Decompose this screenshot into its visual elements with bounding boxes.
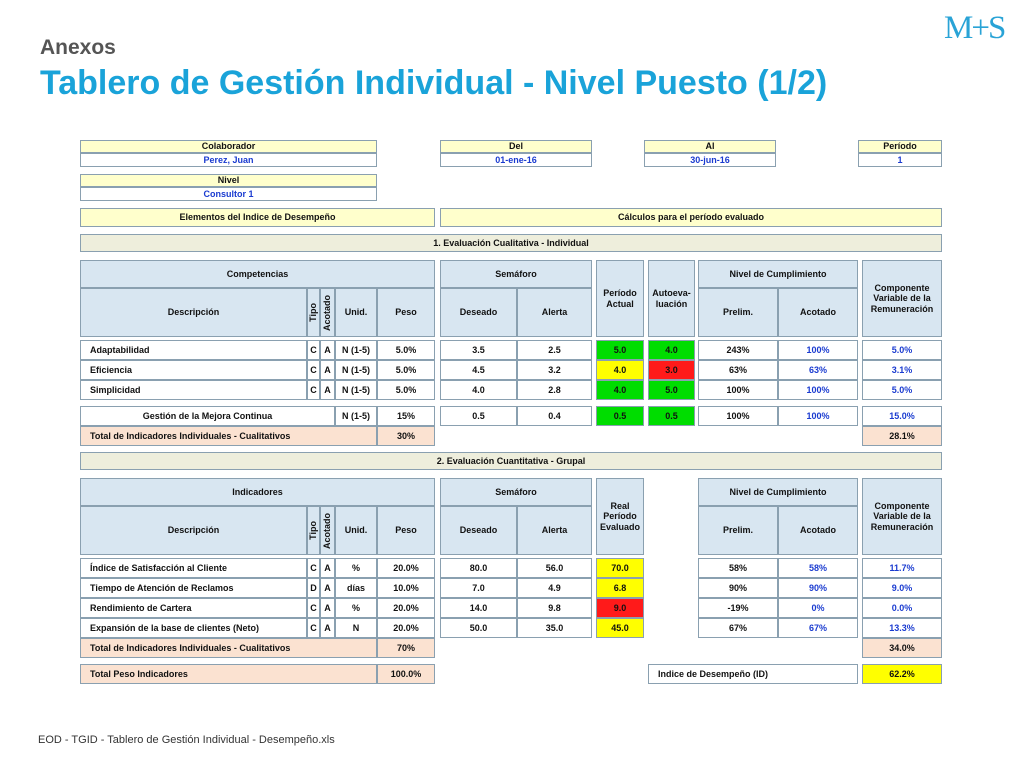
mejora-unid: N (1-5) bbox=[335, 406, 377, 426]
cuant-acotado-header: Acotado bbox=[778, 506, 858, 555]
total-peso-label: Total Peso Indicadores bbox=[80, 664, 377, 684]
cuant-acotado-vertical-header bbox=[320, 506, 335, 555]
page-title: Tablero de Gestión Individual - Nivel Puesto (1/2) bbox=[40, 64, 828, 102]
cuant-row-3-descripcion: Expansión de la base de clientes (Neto) bbox=[80, 618, 307, 638]
nivel-cumplimiento-header: Nivel de Cumplimiento bbox=[698, 260, 858, 288]
cual-row-0-componente: 5.0% bbox=[862, 340, 942, 360]
cuant-row-0-deseado: 80.0 bbox=[440, 558, 517, 578]
mejora-autoevaluacion: 0.5 bbox=[648, 406, 695, 426]
cuant-row-3-prelim: 67% bbox=[698, 618, 778, 638]
competencias-header: Competencias bbox=[80, 260, 435, 288]
cual-prelim-header: Prelim. bbox=[698, 288, 778, 337]
cuant-row-0-acotado: 58% bbox=[778, 558, 858, 578]
total-cuantitativos-label: Total de Indicadores Individuales - Cualitativos bbox=[80, 638, 377, 658]
cuant-row-1-real: 6.8 bbox=[596, 578, 644, 598]
cuant-row-3-tipo: C bbox=[307, 618, 320, 638]
indicadores-header: Indicadores bbox=[80, 478, 435, 506]
cual-row-2-unid: N (1-5) bbox=[335, 380, 377, 400]
cual-row-0-unid: N (1-5) bbox=[335, 340, 377, 360]
nivel-value: Consultor 1 bbox=[80, 187, 377, 201]
cual-descripcion-header: Descripción bbox=[80, 288, 307, 337]
cuant-row-3-componente: 13.3% bbox=[862, 618, 942, 638]
cuant-row-2-componente: 0.0% bbox=[862, 598, 942, 618]
brand-logo: M+S bbox=[944, 10, 1005, 46]
cual-row-1-deseado: 4.5 bbox=[440, 360, 517, 380]
cuant-row-1-unid: días bbox=[335, 578, 377, 598]
cuant-row-0-unid: % bbox=[335, 558, 377, 578]
cuant-row-1-alerta: 4.9 bbox=[517, 578, 592, 598]
del-label: Del bbox=[440, 140, 592, 153]
mejora-descripcion: Gestión de la Mejora Continua bbox=[80, 406, 335, 426]
cuant-row-3-acotado-flag: A bbox=[320, 618, 335, 638]
cual-tipo-header bbox=[307, 288, 320, 337]
cual-acotado-vertical-header-text: Acotado bbox=[322, 294, 333, 331]
cuant-row-1-prelim: 90% bbox=[698, 578, 778, 598]
total-cuantitativos-componente: 34.0% bbox=[862, 638, 942, 658]
mejora-acotado: 100% bbox=[778, 406, 858, 426]
cuant-acotado-vertical-header-text: Acotado bbox=[322, 512, 333, 549]
del-value: 01-ene-16 bbox=[440, 153, 592, 167]
cual-row-1-autoevaluacion: 3.0 bbox=[648, 360, 695, 380]
cual-alerta-header: Alerta bbox=[517, 288, 592, 337]
mejora-peso: 15% bbox=[377, 406, 435, 426]
cuant-row-1-acotado-flag: A bbox=[320, 578, 335, 598]
semaforo2-header: Semáforo bbox=[440, 478, 592, 506]
cual-row-1-prelim: 63% bbox=[698, 360, 778, 380]
total-peso-value: 100.0% bbox=[377, 664, 435, 684]
cuant-row-3-acotado: 67% bbox=[778, 618, 858, 638]
cual-peso-header: Peso bbox=[377, 288, 435, 337]
mejora-deseado: 0.5 bbox=[440, 406, 517, 426]
cual-row-1-peso: 5.0% bbox=[377, 360, 435, 380]
cuant-row-3-deseado: 50.0 bbox=[440, 618, 517, 638]
periodo-value: 1 bbox=[858, 153, 942, 167]
cual-row-0-alerta: 2.5 bbox=[517, 340, 592, 360]
cuant-row-0-componente: 11.7% bbox=[862, 558, 942, 578]
cuant-row-0-real: 70.0 bbox=[596, 558, 644, 578]
elementos-header: Elementos del Indice de Desempeño bbox=[80, 208, 435, 227]
cual-row-0-acotado: 100% bbox=[778, 340, 858, 360]
cual-row-2-actual: 4.0 bbox=[596, 380, 644, 400]
total-cualitativos-componente: 28.1% bbox=[862, 426, 942, 446]
cuant-row-2-prelim: -19% bbox=[698, 598, 778, 618]
mejora-componente: 15.0% bbox=[862, 406, 942, 426]
cual-acotado-vertical-header bbox=[320, 288, 335, 337]
cual-row-2-acotado: 100% bbox=[778, 380, 858, 400]
cuant-row-0-alerta: 56.0 bbox=[517, 558, 592, 578]
cuant-row-3-unid: N bbox=[335, 618, 377, 638]
cuant-deseado-header: Deseado bbox=[440, 506, 517, 555]
calculos-header: Cálculos para el período evaluado bbox=[440, 208, 942, 227]
cual-row-1-descripcion: Eficiencia bbox=[80, 360, 307, 380]
cuant-descripcion-header: Descripción bbox=[80, 506, 307, 555]
periodo-actual-header: Período Actual bbox=[596, 260, 644, 337]
cuant-row-3-real: 45.0 bbox=[596, 618, 644, 638]
cuant-prelim-header: Prelim. bbox=[698, 506, 778, 555]
cual-row-0-prelim: 243% bbox=[698, 340, 778, 360]
colaborador-value: Perez, Juan bbox=[80, 153, 377, 167]
cuant-row-3-peso: 20.0% bbox=[377, 618, 435, 638]
cual-unid-header: Unid. bbox=[335, 288, 377, 337]
cual-acotado-header: Acotado bbox=[778, 288, 858, 337]
total-cualitativos-peso: 30% bbox=[377, 426, 435, 446]
cual-row-0-acotado-flag: A bbox=[320, 340, 335, 360]
real-periodo-header: Real Período Evaluado bbox=[596, 478, 644, 555]
cuant-row-2-alerta: 9.8 bbox=[517, 598, 592, 618]
cuant-row-2-deseado: 14.0 bbox=[440, 598, 517, 618]
cual-deseado-header: Deseado bbox=[440, 288, 517, 337]
cual-row-1-acotado-flag: A bbox=[320, 360, 335, 380]
cuant-row-2-real: 9.0 bbox=[596, 598, 644, 618]
cuant-row-2-tipo: C bbox=[307, 598, 320, 618]
cuant-row-0-tipo: C bbox=[307, 558, 320, 578]
cual-row-2-deseado: 4.0 bbox=[440, 380, 517, 400]
semaforo-header: Semáforo bbox=[440, 260, 592, 288]
indice-desempeno-value: 62.2% bbox=[862, 664, 942, 684]
cualitativa-section-header: 1. Evaluación Cualitativa - Individual bbox=[80, 234, 942, 252]
nivel-label: Nivel bbox=[80, 174, 377, 187]
cuant-row-3-alerta: 35.0 bbox=[517, 618, 592, 638]
componente-header: Componente Variable de la Remuneración bbox=[862, 260, 942, 337]
autoevaluacion-header: Autoeva-luación bbox=[648, 260, 695, 337]
cuant-row-2-peso: 20.0% bbox=[377, 598, 435, 618]
colaborador-label: Colaborador bbox=[80, 140, 377, 153]
nivel-cumplimiento2-header: Nivel de Cumplimiento bbox=[698, 478, 858, 506]
cuant-row-0-prelim: 58% bbox=[698, 558, 778, 578]
cuant-row-2-acotado-flag: A bbox=[320, 598, 335, 618]
cuant-row-1-componente: 9.0% bbox=[862, 578, 942, 598]
cuant-alerta-header: Alerta bbox=[517, 506, 592, 555]
cual-row-0-descripcion: Adaptabilidad bbox=[80, 340, 307, 360]
cual-row-2-descripcion: Simplicidad bbox=[80, 380, 307, 400]
cual-row-0-deseado: 3.5 bbox=[440, 340, 517, 360]
cuant-row-2-unid: % bbox=[335, 598, 377, 618]
cuant-row-1-tipo: D bbox=[307, 578, 320, 598]
cual-row-1-unid: N (1-5) bbox=[335, 360, 377, 380]
indice-desempeno-label: Indice de Desempeño (ID) bbox=[648, 664, 858, 684]
cual-row-1-acotado: 63% bbox=[778, 360, 858, 380]
al-label: Al bbox=[644, 140, 776, 153]
cuant-row-2-descripcion: Rendimiento de Cartera bbox=[80, 598, 307, 618]
componente2-header: Componente Variable de la Remuneración bbox=[862, 478, 942, 555]
cual-row-2-peso: 5.0% bbox=[377, 380, 435, 400]
cual-row-2-alerta: 2.8 bbox=[517, 380, 592, 400]
cuant-row-0-acotado-flag: A bbox=[320, 558, 335, 578]
section-subtitle: Anexos bbox=[40, 36, 116, 59]
cuant-peso-header: Peso bbox=[377, 506, 435, 555]
cuant-row-1-peso: 10.0% bbox=[377, 578, 435, 598]
cual-row-1-componente: 3.1% bbox=[862, 360, 942, 380]
cual-row-1-tipo: C bbox=[307, 360, 320, 380]
mejora-prelim: 100% bbox=[698, 406, 778, 426]
periodo-label: Período bbox=[858, 140, 942, 153]
cual-row-2-tipo: C bbox=[307, 380, 320, 400]
cual-row-2-componente: 5.0% bbox=[862, 380, 942, 400]
cuant-row-1-deseado: 7.0 bbox=[440, 578, 517, 598]
cual-row-1-actual: 4.0 bbox=[596, 360, 644, 380]
cual-row-2-acotado-flag: A bbox=[320, 380, 335, 400]
cuant-row-0-peso: 20.0% bbox=[377, 558, 435, 578]
total-cuantitativos-peso: 70% bbox=[377, 638, 435, 658]
footer-note: EOD - TGID - Tablero de Gestión Individual - Desempeño.xls bbox=[38, 734, 335, 746]
cual-tipo-header-text: Tipo bbox=[308, 303, 319, 322]
cuant-row-1-acotado: 90% bbox=[778, 578, 858, 598]
cuant-tipo-header bbox=[307, 506, 320, 555]
mejora-alerta: 0.4 bbox=[517, 406, 592, 426]
cual-row-0-actual: 5.0 bbox=[596, 340, 644, 360]
cuantitativa-section-header: 2. Evaluación Cuantitativa - Grupal bbox=[80, 452, 942, 470]
cuant-row-1-descripcion: Tiempo de Atención de Reclamos bbox=[80, 578, 307, 598]
cual-row-2-prelim: 100% bbox=[698, 380, 778, 400]
cuant-row-2-acotado: 0% bbox=[778, 598, 858, 618]
cuant-unid-header: Unid. bbox=[335, 506, 377, 555]
cual-row-2-autoevaluacion: 5.0 bbox=[648, 380, 695, 400]
al-value: 30-jun-16 bbox=[644, 153, 776, 167]
total-cualitativos-label: Total de Indicadores Individuales - Cualitativos bbox=[80, 426, 377, 446]
cual-row-0-autoevaluacion: 4.0 bbox=[648, 340, 695, 360]
cual-row-0-peso: 5.0% bbox=[377, 340, 435, 360]
cual-row-1-alerta: 3.2 bbox=[517, 360, 592, 380]
mejora-actual: 0.5 bbox=[596, 406, 644, 426]
cual-row-0-tipo: C bbox=[307, 340, 320, 360]
cuant-row-0-descripcion: Índice de Satisfacción al Cliente bbox=[80, 558, 307, 578]
cuant-tipo-header-text: Tipo bbox=[308, 521, 319, 540]
